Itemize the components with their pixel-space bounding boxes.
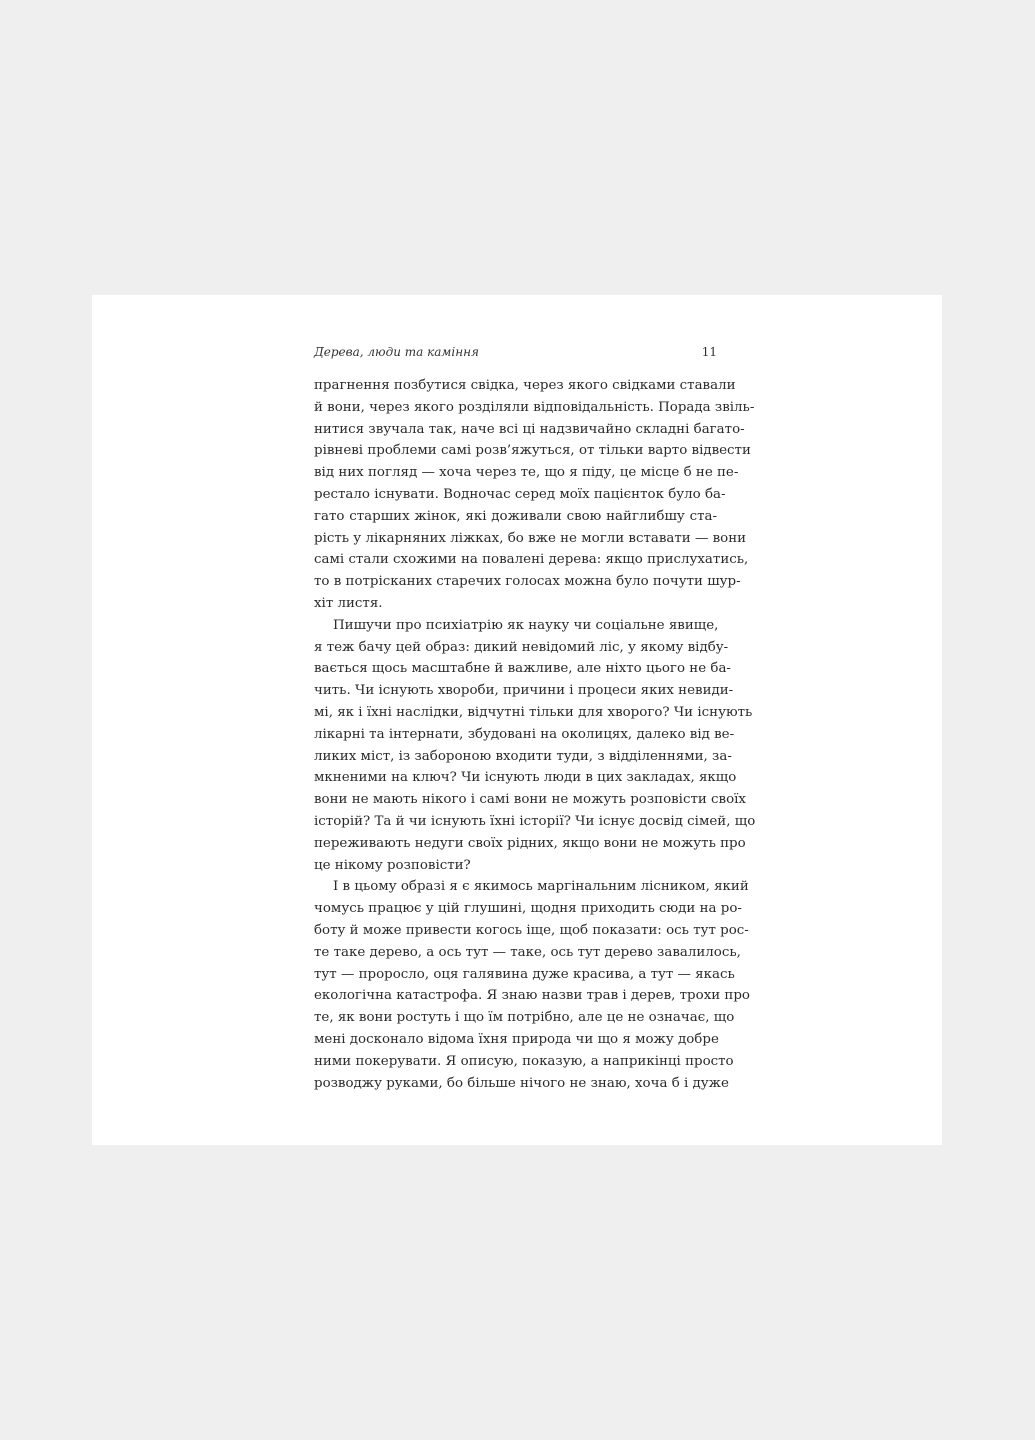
text-line: ликих міст, із забороною входити туди, з відділеннями, за-	[314, 748, 732, 764]
text-line: нитися звучала так, наче всі ці надзвичайно складні багато-	[314, 421, 745, 437]
text-line: лікарні та інтернати, збудовані на околицях, далеко від ве-	[314, 726, 735, 742]
text-line: прагнення позбутися свідка, через якого свідками ставали	[314, 378, 736, 393]
text-line: самі стали схожими на повалені дерева: якщо прислухатись,	[314, 552, 749, 568]
text-line: це нікому розповісти?	[314, 857, 471, 873]
text-line: боту й може привести когось іще, щоб показати: ось тут рос-	[314, 922, 749, 938]
text-line: те таке дерево, а ось тут — таке, ось тут дерево завалилось,	[314, 944, 741, 960]
text-line: й вони, через якого розділяли відповідальність. Порада звіль-	[314, 399, 755, 415]
text-line: розводжу руками, бо більше нічого не знаю, хоча б і дуже	[314, 1075, 729, 1091]
text-line: рівневі проблеми самі розв’яжуться, от тільки варто відвести	[314, 443, 751, 459]
text-line: я теж бачу цей образ: дикий невідомий ліс, у якому відбу-	[314, 639, 729, 655]
book-page	[92, 295, 942, 1145]
text-line: рість у лікарняних ліжках, бо вже не могли вставати — вони	[314, 530, 747, 546]
page-number: 11	[701, 345, 717, 359]
body-text	[314, 375, 756, 1094]
text-line: від них погляд — хоча через те, що я піду, це місце б не пе-	[314, 465, 739, 481]
text-line: тут — проросло, оця галявина дуже красива, а тут — якась	[314, 966, 735, 982]
text-line: екологічна катастрофа. Я знаю назви трав і дерев, трохи про	[314, 988, 750, 1004]
text-line: хіт листя.	[314, 595, 383, 611]
text-line: рестало існувати. Водночас серед моїх пацієнток було ба-	[314, 486, 726, 502]
text-line: те, як вони ростуть і що їм потрібно, але це не означає, що	[314, 1010, 735, 1026]
text-line: то в потрісканих старечих голосах можна було почути шур-	[314, 574, 741, 590]
text-line: ними покерувати. Я описую, показую, а наприкінці просто	[314, 1053, 734, 1069]
text-line: гато старших жінок, які доживали свою найглибшу ста-	[314, 508, 717, 524]
running-head	[314, 343, 717, 365]
text-line: мені досконало відома їхня природа чи що я можу добре	[314, 1031, 719, 1047]
text-line: чомусь працює у цій глушині, щодня приходить сюди на ро-	[314, 901, 742, 917]
text-line: вається щось масштабне й важливе, але ніхто цього не ба-	[314, 661, 731, 677]
text-line: чить. Чи існують хвороби, причини і процеси яких невиди-	[314, 683, 734, 699]
running-title: Дерева, люди та каміння	[314, 345, 479, 359]
text-line: Пишучи про психіатрію як науку чи соціальне явище,	[333, 617, 719, 633]
text-line: переживають недуги своїх рідних, якщо вони не можуть про	[314, 835, 746, 851]
text-line: мкненими на ключ? Чи існують люди в цих закладах, якщо	[314, 770, 737, 786]
text-line: мі, як і їхні наслідки, відчутні тільки для хворого? Чи існують	[314, 704, 753, 720]
text-line: історій? Та й чи існують їхні історії? Чи існує досвід сімей, що	[314, 813, 756, 829]
text-line: І в цьому образі я є якимось маргінальним лісником, який	[333, 879, 749, 895]
text-line: вони не мають нікого і самі вони не можуть розповісти своїх	[314, 792, 746, 808]
